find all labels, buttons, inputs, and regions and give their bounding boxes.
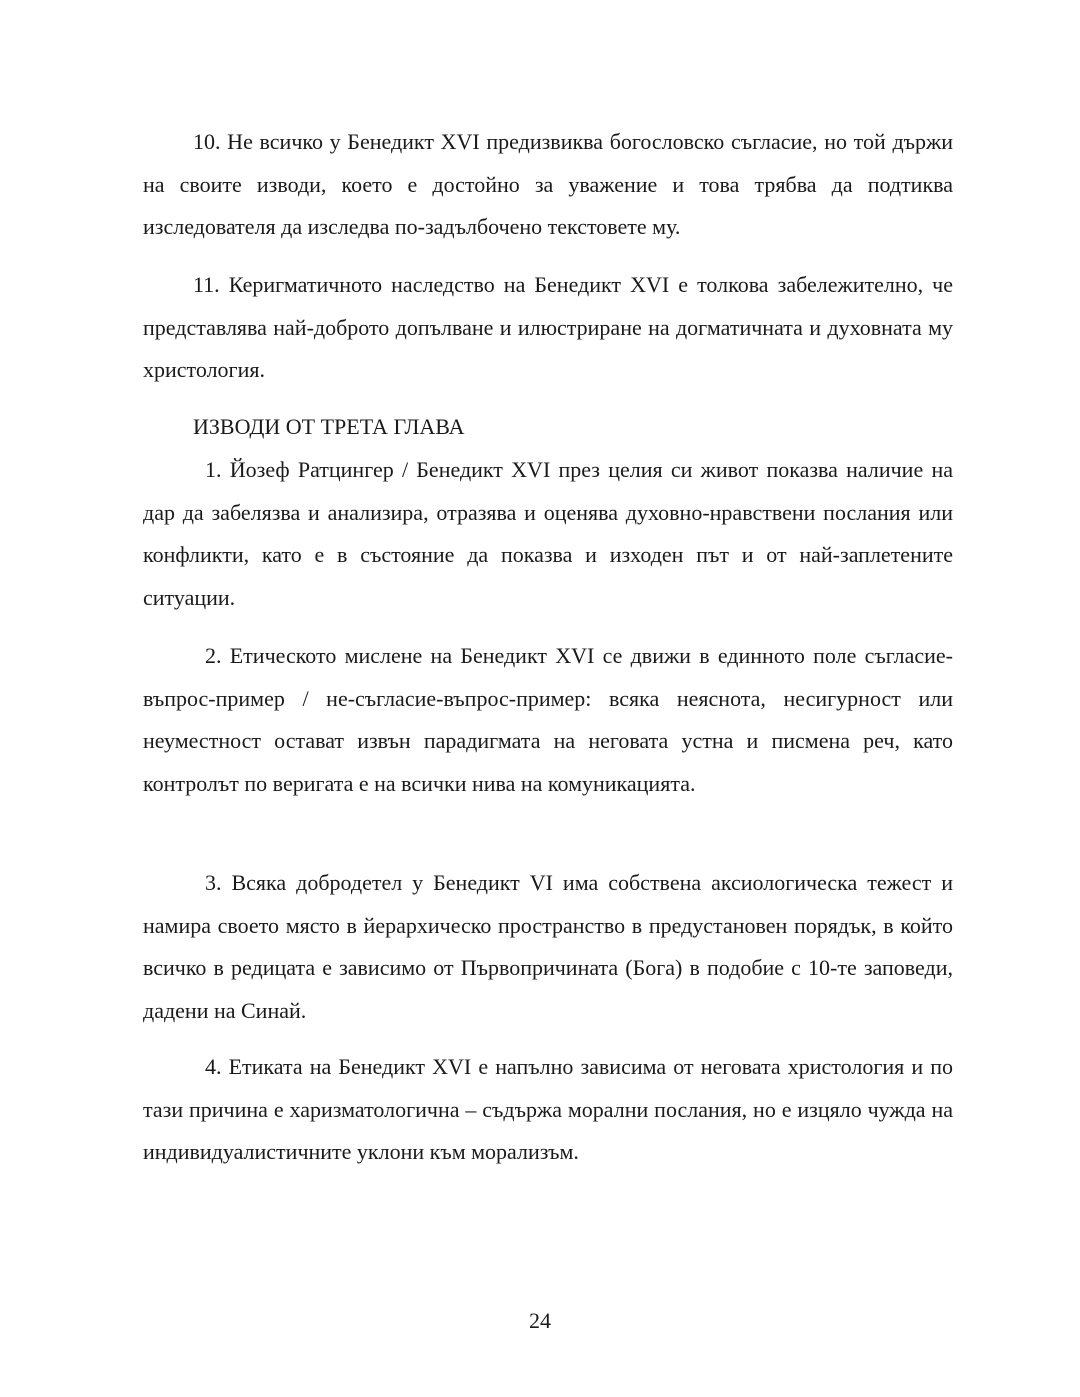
paragraph-point-11: 11. Керигматичното наследство на Бенедикт XVI е толкова забележително, че представлява най-доброто допълване и илюстриране на догматичната и духовната му христология. bbox=[143, 272, 953, 382]
conclusion-point-2: 2. Етическото мислене на Бенедикт XVI се движи в единното поле съгласие-въпрос-пример / не-съгласие-въпрос-пример: всяка неяснота, несигурност или неуместност остават извън парадигмата на неговата устна и писмена реч, като контролът по веригата е на всички нива на комуникацията. bbox=[143, 643, 953, 796]
page-number: 24 bbox=[529, 1308, 551, 1333]
section-heading: ИЗВОДИ ОТ ТРЕТА ГЛАВА bbox=[193, 414, 465, 439]
conclusion-point-1: 1. Йозеф Ратцингер / Бенедикт XVI през целия си живот показва наличие на дар да забелязва и анализира, отразява и оценява духовно-нравствени послания или конфликти, като е в състояние да показва и изходен път и от най-заплетените ситуации. bbox=[143, 457, 953, 610]
paragraph-point-10: 10. Не всичко у Бенедикт XVI предизвиква богословско съгласие, но той държи на своите изводи, което е достойно за уважение и това трябва да подтиква изследователя да изследва по-задълбочено текстовете му. bbox=[143, 129, 953, 239]
conclusion-point-3: 3. Всяка добродетел у Бенедикт VI има собствена аксиологическа тежест и намира своето място в йерархическо пространство в предустановен порядък, в който всичко в редицата е зависимо от Първопричината (Бога) в подобие с 10-те заповеди, дадени на Синай. bbox=[143, 870, 953, 1023]
conclusion-point-4: 4. Етиката на Бенедикт XVI е напълно зависима от неговата христология и по тази причина е харизматологична – съдържа морални послания, но е изцяло чужда на индивидуалистичните уклони към морализъм. bbox=[143, 1054, 953, 1164]
